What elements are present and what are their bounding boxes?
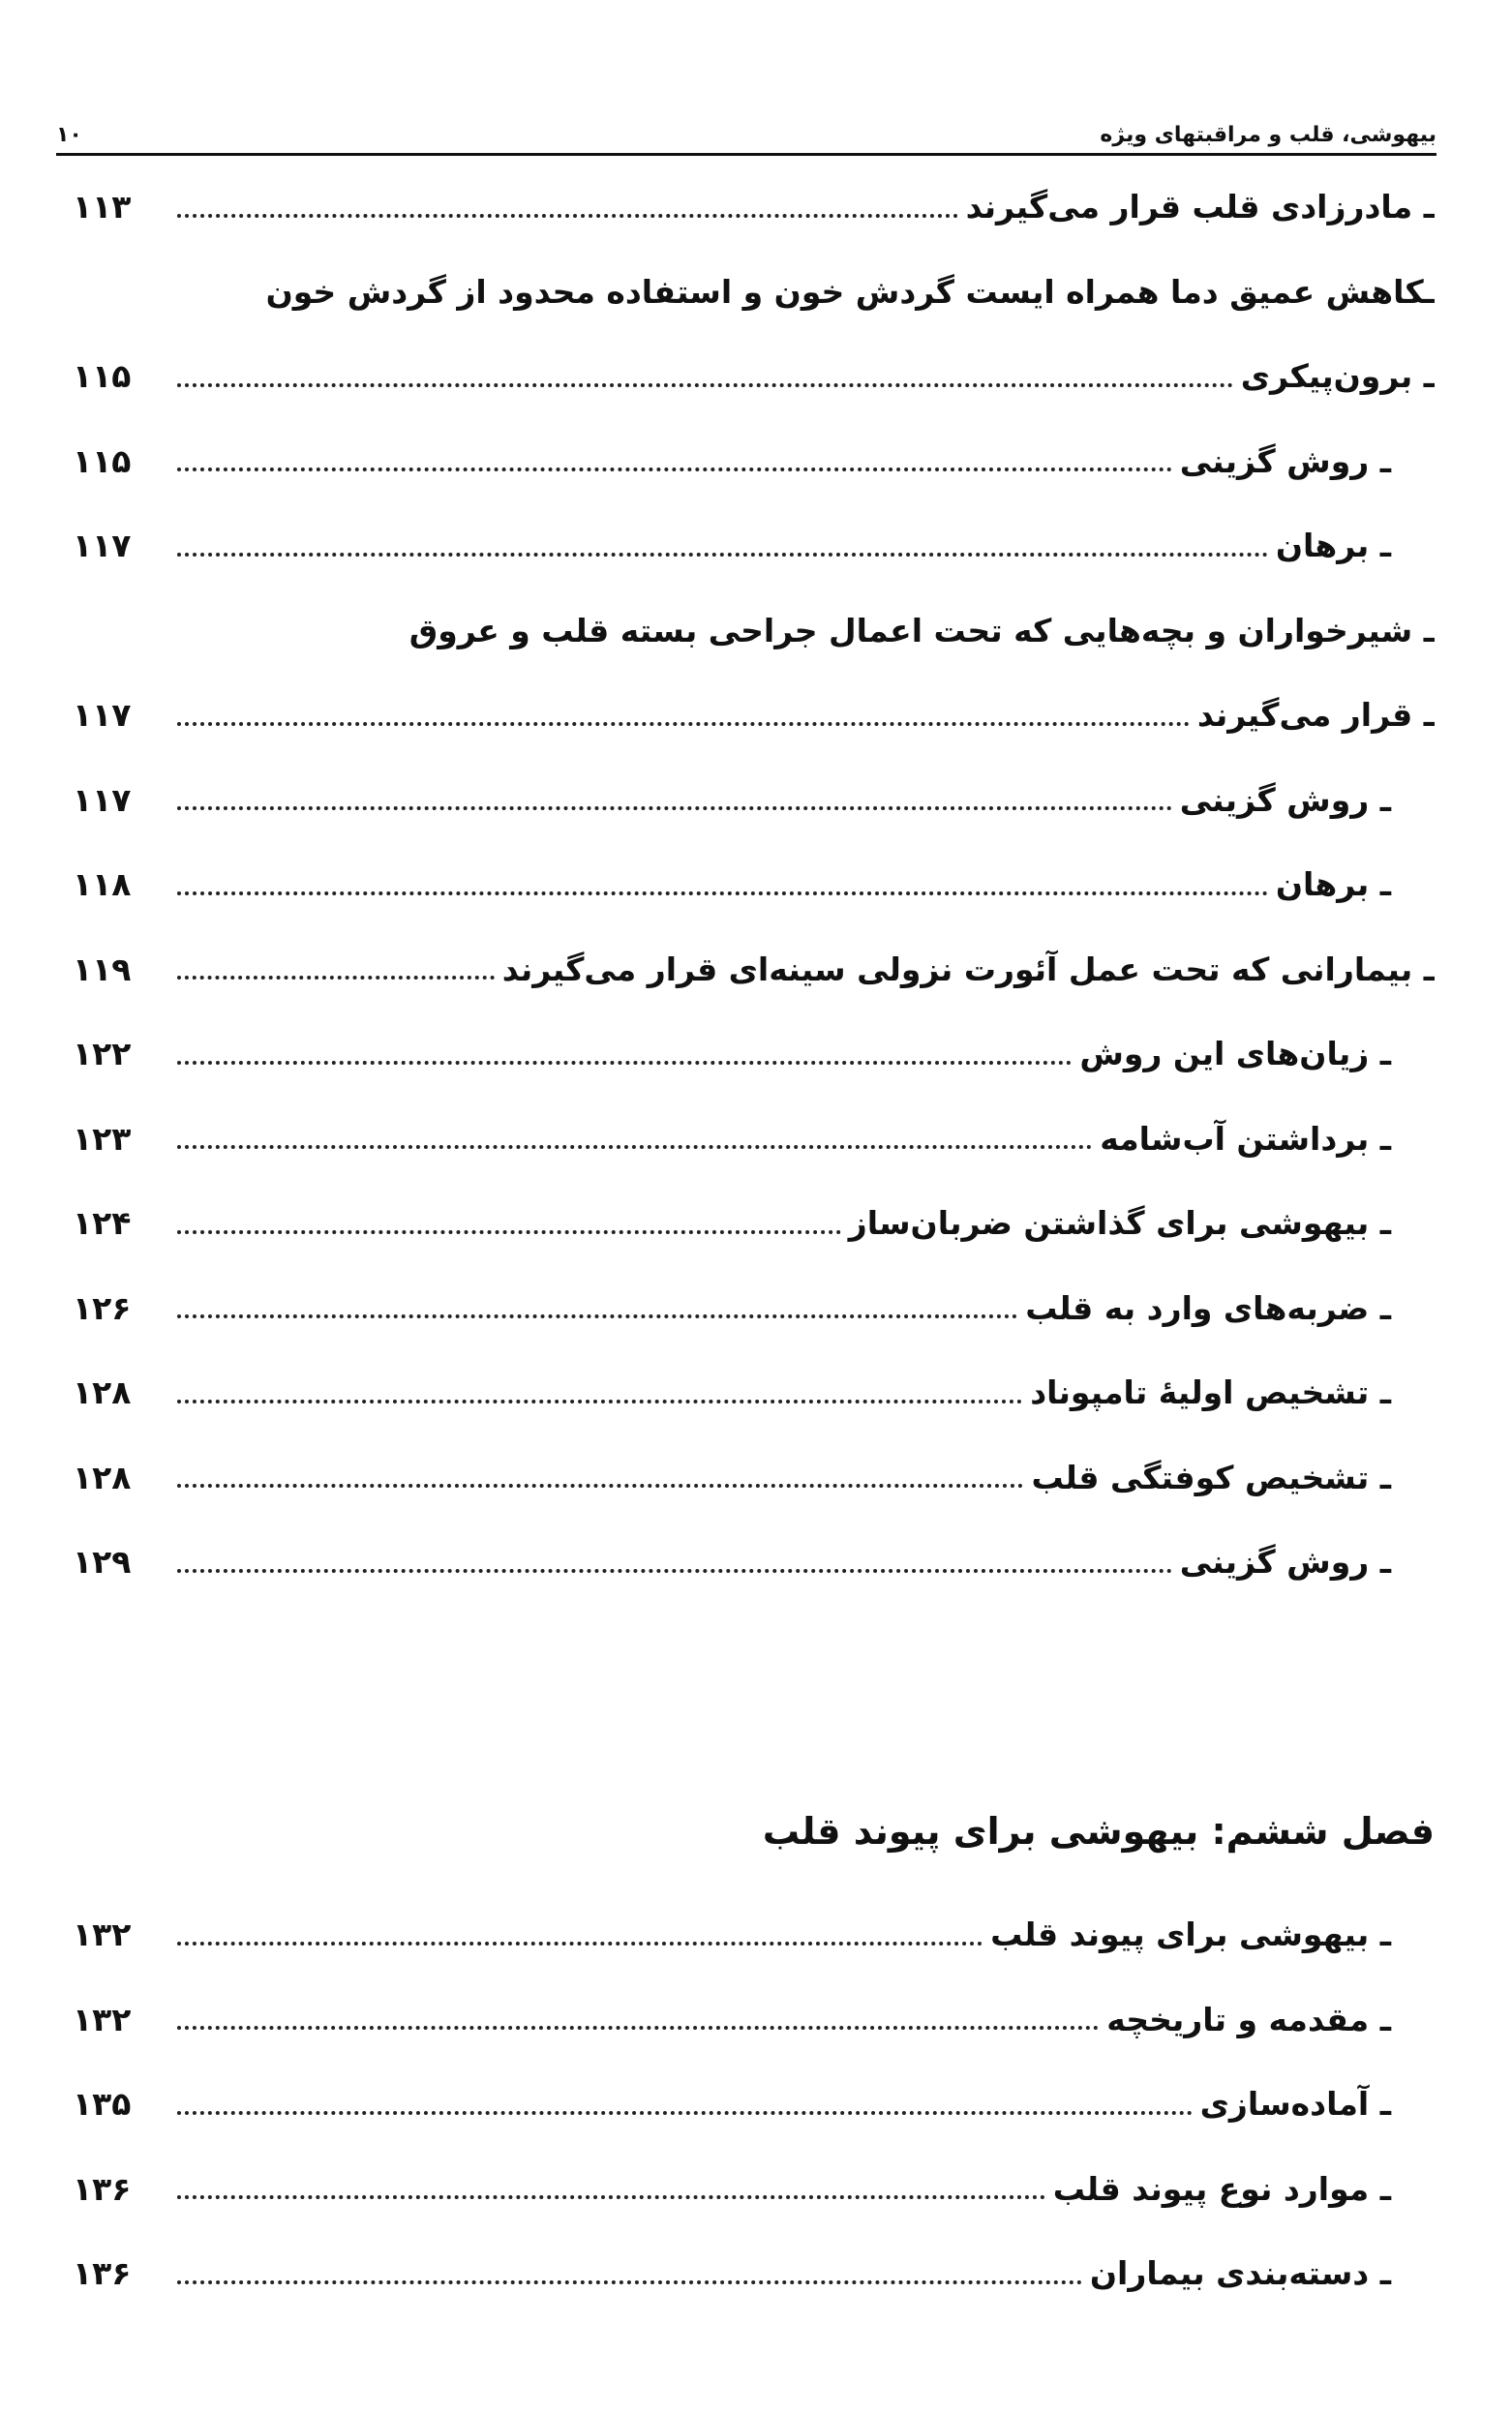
toc-entry-label: ـ روش گزینی xyxy=(1179,1543,1391,1582)
table-of-contents-chapter-6 xyxy=(73,1892,1435,2316)
toc-entry-page: ۱۲۹ xyxy=(73,1543,132,1582)
dot-leader xyxy=(177,1061,1072,1065)
toc-entry xyxy=(73,1977,1435,2063)
toc-entry-label: ـ تشخیص اولیهٔ تامپوناد xyxy=(1030,1373,1391,1412)
dot-leader xyxy=(177,2280,1082,2284)
toc-entry-label: ـ شیرخواران و بچه‌هایی که تحت اعمال جراحی بسته قلب و عروق xyxy=(408,611,1435,649)
toc-entry xyxy=(73,2231,1435,2316)
toc-entry xyxy=(73,2147,1435,2232)
toc-entry xyxy=(73,1435,1435,1521)
toc-entry-page: ۱۲۲ xyxy=(73,1035,132,1073)
dot-leader xyxy=(177,891,1268,895)
toc-entry xyxy=(73,1892,1435,1977)
toc-entry xyxy=(73,2062,1435,2147)
dot-leader xyxy=(177,722,1190,726)
toc-entry-label: ـ تشخیص کوفتگی قلب xyxy=(1031,1458,1391,1496)
toc-entry-label: ـکاهش عمیق دما همراه ایست گردش خون و استفاده محدود از گردش خون xyxy=(265,272,1435,311)
toc-entry-label: ـ بیهوشی برای پیوند قلب xyxy=(990,1916,1391,1954)
toc-entry-page: ۱۲۶ xyxy=(73,1288,132,1327)
dot-leader xyxy=(177,1314,1017,1318)
toc-entry-label: ـ مادرزادی قلب قرار می‌گیرند xyxy=(965,188,1435,226)
toc-entry-label: ـ روش گزینی xyxy=(1179,780,1391,819)
toc-entry-label: ـ برداشتن آب‌شامه xyxy=(1100,1119,1391,1158)
toc-entry-label: ـ قرار می‌گیرند xyxy=(1196,696,1435,735)
toc-entry-page: ۱۳۲ xyxy=(73,1916,132,1954)
toc-entry-label: ـ مقدمه و تاریخچه xyxy=(1106,2000,1391,2038)
toc-entry-label: ـ برهان xyxy=(1275,527,1391,565)
toc-entry-page: ۱۱۷ xyxy=(73,696,132,735)
toc-entry-page: ۱۲۸ xyxy=(73,1458,132,1496)
toc-entry xyxy=(73,250,1435,335)
toc-entry xyxy=(73,1097,1435,1182)
running-title: بیهوشی، قلب و مراقبتهای ویژه xyxy=(1100,123,1436,147)
toc-entry xyxy=(73,419,1435,504)
chapter-title: فصل ششم: بیهوشی برای پیوند قلب xyxy=(762,1810,1435,1853)
page-header xyxy=(56,108,1436,156)
toc-entry-page: ۱۱۵ xyxy=(73,441,132,480)
toc-entry-page: ۱۳۲ xyxy=(73,2000,132,2038)
dot-leader xyxy=(177,976,495,980)
toc-entry-page: ۱۱۳ xyxy=(73,188,132,226)
toc-entry-label: ـ ضربه‌های وارد به قلب xyxy=(1025,1288,1391,1327)
toc-entry-page: ۱۳۶ xyxy=(73,2254,132,2293)
toc-entry-label: ـ روش گزینی xyxy=(1179,441,1391,480)
dot-leader xyxy=(177,1145,1092,1149)
table-of-contents xyxy=(73,165,1435,1605)
dot-leader xyxy=(177,2195,1045,2199)
toc-entry xyxy=(73,1266,1435,1351)
toc-entry xyxy=(73,503,1435,588)
toc-entry-label: ـ برهان xyxy=(1275,865,1391,904)
dot-leader xyxy=(177,2026,1099,2030)
dot-leader xyxy=(177,1569,1172,1573)
toc-entry xyxy=(73,588,1435,674)
toc-entry-label: ـ برون‌پیکری xyxy=(1240,357,1435,396)
dot-leader xyxy=(177,214,958,218)
toc-entry-label: ـ دسته‌بندی بیماران xyxy=(1089,2254,1391,2293)
dot-leader xyxy=(177,468,1172,471)
toc-entry xyxy=(73,673,1435,758)
page-number: ۱۰ xyxy=(56,123,82,147)
toc-entry-page: ۱۱۷ xyxy=(73,527,132,565)
toc-entry-label: ـ بیهوشی برای گذاشتن ضربان‌ساز xyxy=(848,1204,1391,1243)
toc-entry-page: ۱۱۹ xyxy=(73,950,132,988)
dot-leader xyxy=(177,553,1268,557)
toc-entry-page: ۱۱۸ xyxy=(73,865,132,904)
dot-leader xyxy=(177,1942,983,1946)
toc-entry xyxy=(73,927,1435,1012)
toc-entry xyxy=(73,334,1435,419)
toc-entry xyxy=(73,1181,1435,1266)
toc-entry xyxy=(73,1011,1435,1097)
toc-entry xyxy=(73,165,1435,250)
toc-entry-page: ۱۱۵ xyxy=(73,357,132,396)
dot-leader xyxy=(177,2111,1193,2115)
toc-entry xyxy=(73,758,1435,843)
toc-entry-page: ۱۲۸ xyxy=(73,1373,132,1412)
dot-leader xyxy=(177,806,1172,810)
toc-entry-page: ۱۳۵ xyxy=(73,2085,132,2124)
dot-leader xyxy=(177,1230,841,1234)
toc-entry-page: ۱۲۴ xyxy=(73,1204,132,1243)
toc-entry-page: ۱۲۳ xyxy=(73,1119,132,1158)
toc-entry-label: ـ آماده‌سازی xyxy=(1199,2085,1391,2124)
toc-entry xyxy=(73,842,1435,927)
toc-entry-label: ـ موارد نوع پیوند قلب xyxy=(1052,2169,1391,2208)
toc-entry-label: ـ زیان‌های این روش xyxy=(1079,1035,1391,1073)
toc-entry xyxy=(73,1350,1435,1435)
toc-entry-page: ۱۱۷ xyxy=(73,780,132,819)
toc-entry-label: ـ بیمارانی که تحت عمل آئورت نزولی سینه‌ای قرار می‌گیرند xyxy=(501,950,1435,988)
dot-leader xyxy=(177,1484,1023,1488)
toc-entry xyxy=(73,1520,1435,1605)
toc-entry-page: ۱۳۶ xyxy=(73,2169,132,2208)
dot-leader xyxy=(177,383,1233,387)
dot-leader xyxy=(177,1400,1022,1403)
